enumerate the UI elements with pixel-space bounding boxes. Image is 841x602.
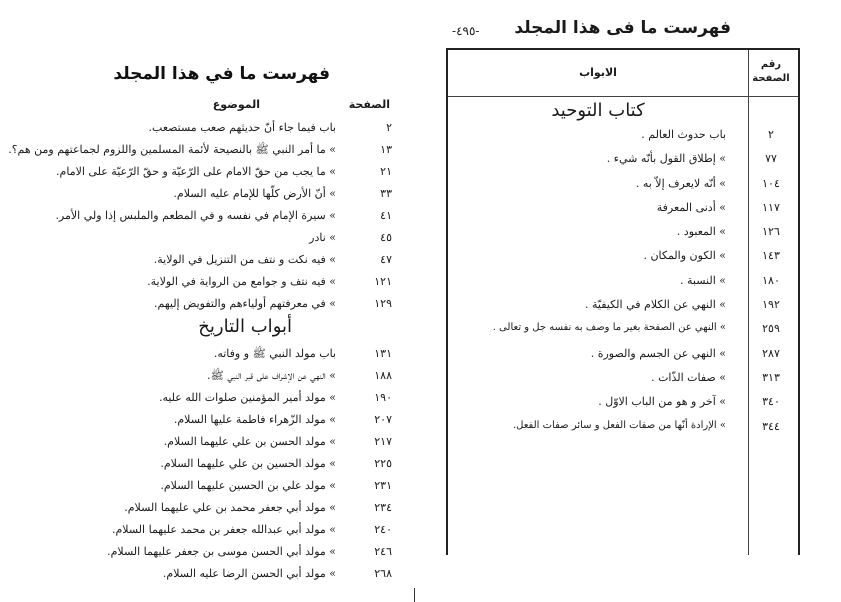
entry-text: » مولد الزّهراء فاطمة عليها السلام. [173,413,336,426]
page-num: ١٢٦ [762,225,780,239]
entry-text: » فيه نتف و جوامع من الرواية في الولاية. [147,275,336,288]
page-num: ٣٣ [380,187,392,200]
entry-text: » ما أمر النبي ﷺ بالنصيحة لأئمة المسلمين واللزوم لجماعتهم ومن هم؟. [8,143,336,156]
page-num: ٢٤٠ [374,523,392,536]
toc-row [2,498,392,520]
toc-row [2,162,392,184]
toc-row [2,250,392,272]
toc-table [446,48,800,555]
page-num: ١٤٣ [762,249,780,263]
toc-row [448,270,798,294]
page-num: ٣١٣ [762,370,780,384]
toc-row [2,432,392,454]
toc-row [2,140,392,162]
entry-text: » أدنى المعرفة [656,200,726,214]
page-num: ٣٤٤ [762,419,780,433]
toc-row [2,410,392,432]
page-num: ٢٦٨ [374,567,392,580]
page-num: ١١٧ [762,200,780,214]
page-num: ٢٥٩ [762,322,780,336]
page-num: ٤١ [380,209,392,222]
page-num: ٢ [386,121,392,134]
toc-row [448,367,798,391]
toc-row [2,366,392,388]
toc-row [448,416,798,440]
page-num: ٢ [768,128,774,141]
entry-text: » مولد أبي عبدالله جعفر بن محمد عليهما السلام. [112,523,336,536]
right-page [420,0,841,602]
toc-row [448,245,798,269]
entry-text: » مولد الحسن بن علي عليهما السلام. [163,435,336,448]
section-heading-row [2,316,392,344]
entry-text: » فيه نكت و نتف من التنزيل في الولاية. [153,253,336,266]
left-page-title: فهرست ما في هذا المجلد [113,64,330,84]
toc-row [448,221,798,245]
toc-row [448,173,798,197]
toc-row [2,542,392,564]
page-num: ١٣ [380,143,392,156]
page-num: ٤٧ [380,253,392,266]
toc-row [2,520,392,542]
column-header-page-number: رقم الصفحة [752,59,790,84]
page-num: ٢٠٧ [374,413,392,426]
page-num: ٢٢٥ [374,457,392,470]
entry-text: » مولد أمير المؤمنين صلوات الله عليه. [158,391,336,404]
right-toc-list [448,124,798,440]
page-num: ١٣١ [374,347,392,360]
toc-row [2,454,392,476]
page-num: ١٩٠ [374,391,392,404]
entry-text: » النسبة . [680,273,726,287]
page-num: ٢٣٤ [374,501,392,514]
toc-row [2,228,392,250]
entry-text: » إطلاق القول بأنّه شيء . [606,152,726,166]
toc-row [2,564,392,586]
page-num: ٢٣١ [374,479,392,492]
page-num: ١٢١ [374,275,392,288]
entry-text: » مولد أبي جعفر محمد بن علي عليهما السلام. [124,501,336,514]
toc-row [2,272,392,294]
column-header-topic: الموضوع [212,98,260,111]
page-num: ٧٧ [765,152,777,166]
entry-text: » مولد أبي الحسن الرضا عليه السلام. [162,567,336,580]
entry-text: » أنّ الأرض كلّها للإمام عليه السلام. [173,187,336,200]
toc-row [2,184,392,206]
entry-text: » ما يجب من حقّ الامام على الرّعيّة و حقّ الرّعيّة على الامام. [56,165,336,178]
page-number: -٤٩٥- [452,24,480,38]
toc-row [448,197,798,221]
entry-text: » المعبود . [676,225,726,239]
page-num: ٢٤٦ [374,545,392,558]
toc-row [448,148,798,172]
page-num: ٢٨٧ [762,346,780,360]
entry-text: » النهي عن الإشراف على قبر النبي ﷺ. [207,369,336,382]
page-num: ٣٤٠ [762,395,780,409]
toc-row [2,476,392,498]
right-page-title: فهرست ما فى هذا المجلد [514,18,731,38]
entry-text: » النهي عن الجسم والصورة . [590,346,726,360]
entry-text: » النهي عن الصفحة بغير ما وصف به نفسه جل و تعالى . [492,322,726,334]
toc-row [448,318,798,342]
entry-text: باب فيما جاء أنّ حديثهم صعب مستصعب. [148,121,336,134]
entry-text: باب حدوث العالم . [641,128,726,141]
entry-text: » مولد أبي الحسن موسى بن جعفر عليهما السلام. [107,545,336,558]
page-num: ٤٥ [380,231,392,244]
column-header-page: الصفحة [348,98,390,111]
entry-text: » نادر [309,231,336,244]
page-num: ٢١ [380,165,392,178]
gutter-line [414,588,415,602]
toc-row [448,124,798,148]
entry-text: » الكون والمكان . [643,249,726,263]
entry-text: باب مولد النبي ﷺ و وفاته. [213,347,336,360]
toc-row [2,118,392,140]
left-page [0,0,420,602]
page-num: ١٠٤ [762,176,780,190]
page-num: ١٢٩ [374,297,392,310]
page-num: ١٨٨ [374,369,392,382]
toc-row [2,294,392,316]
header-divider [448,96,798,97]
entry-text: » الإرادة أنّها من صفات الفعل و سائر صفات الفعل. [512,419,726,431]
toc-row [2,388,392,410]
entry-text: » مولد علي بن الحسين عليهما السلام. [160,479,336,492]
left-toc-list [2,118,392,586]
column-header-chapters: الابواب [579,66,617,79]
page-num: ١٨٠ [762,273,780,287]
entry-text: » أنّه لايعرف إلاّ به . [635,176,726,190]
toc-row [2,344,392,366]
entry-text: » النهي عن الكلام في الكيفيّة . [585,298,726,312]
toc-row [448,343,798,367]
section-title-tawhid: كتاب التوحيد [551,100,645,121]
entry-text: » سيرة الإمام في نفسه و في المطعم والملبس إذا ولي الأمر. [55,209,336,222]
page-num: ٢١٧ [374,435,392,448]
entry-text: » مولد الحسين بن علي عليهما السلام. [160,457,336,470]
toc-row [448,391,798,415]
toc-row [448,294,798,318]
entry-text: » في معرفتهم أولياءهم والتفويض إليهم. [154,297,336,310]
page-num: ١٩٢ [762,298,780,312]
section-title-history: أبواب التاريخ [198,316,292,337]
entry-text: » صفات الذّات . [651,370,726,384]
toc-row [2,206,392,228]
entry-text: » آخر و هو من الباب الاوّل . [598,395,726,409]
